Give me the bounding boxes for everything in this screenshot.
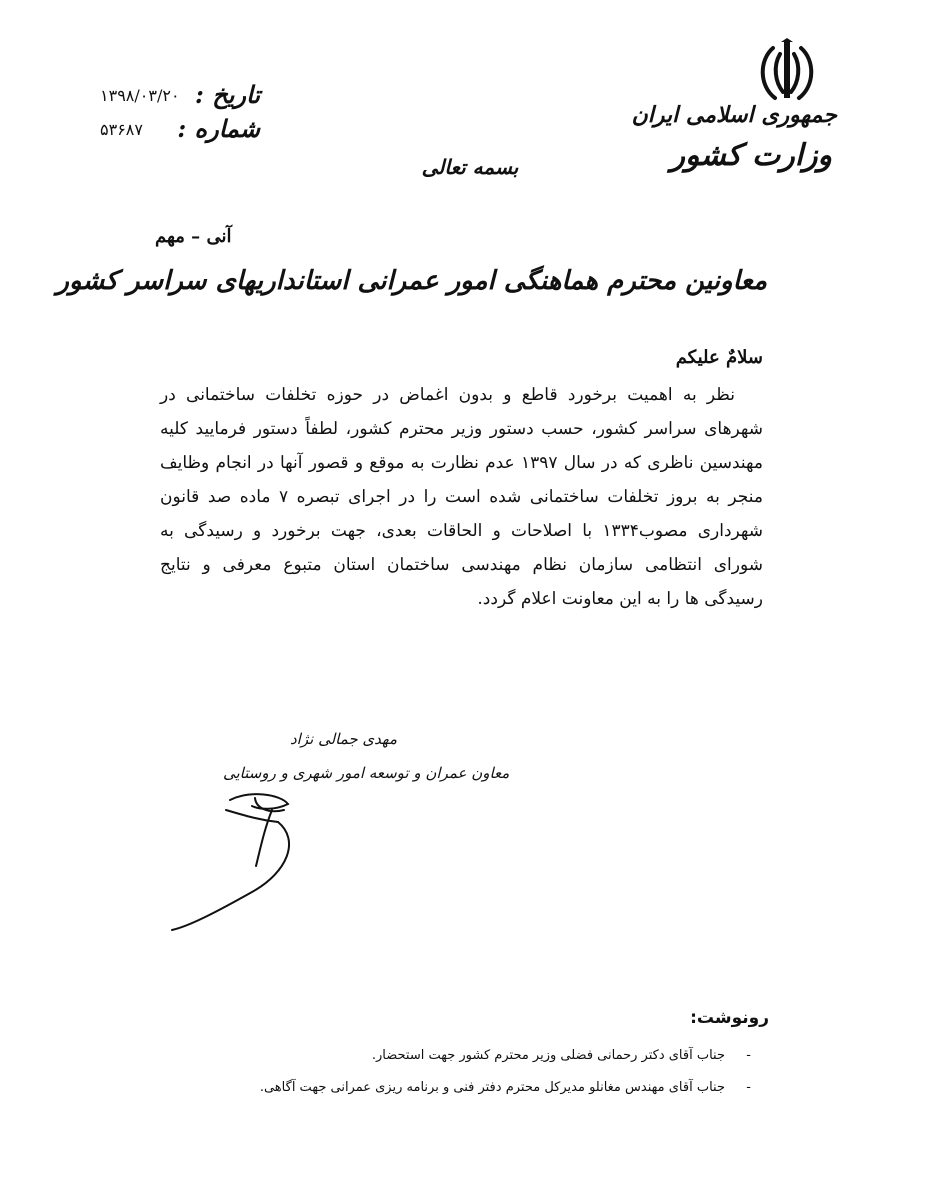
greeting: سلامٌ علیکم xyxy=(675,347,763,368)
letter-body xyxy=(160,378,763,616)
country-name: جمهوری اسلامی ایران xyxy=(631,102,837,128)
signatory-name: مهدی جمالی نژاد xyxy=(290,730,397,748)
handwritten-signature xyxy=(160,780,340,940)
recipient-line: معاونین محترم هماهنگی امور عمرانی استانداریهای سراسر کشور xyxy=(56,266,767,296)
number-row xyxy=(100,114,260,144)
iran-emblem-icon xyxy=(755,38,819,108)
date-value: ۱۳۹۸/۰۳/۲۰ xyxy=(100,86,180,105)
date-row xyxy=(100,80,260,110)
signatory-title: معاون عمران و توسعه امور شهری و روستایی xyxy=(223,764,510,782)
number-value: ۵۳۶۸۷ xyxy=(100,120,143,139)
cc-title: رونوشت: xyxy=(690,1008,769,1028)
invocation: بسمه تعالی xyxy=(421,155,519,179)
date-label: تاریخ : xyxy=(195,80,260,109)
number-label: شماره : xyxy=(177,114,260,143)
cc-item: - جناب آقای مهندس مغانلو مدیرکل محترم دفتر فنی و برنامه ریزی عمرانی جهت آگاهی. xyxy=(187,1072,747,1104)
ministry-name: وزارت کشور xyxy=(670,138,832,173)
letter-body-paragraph: نظر به اهمیت برخورد قاطع و بدون اغماض در حوزه تخلفات ساختمانی در شهرهای سراسر کشور، حسب دستور وزیر محترم کشور، لطفاً دستور فرمایید کلیه مهندسین ناظری که در سال ۱۳۹۷ عدم نظارت به موقع و قصور آنها در انجام وظایف منجر به بروز تخلفات ساختمانی شده است را در اجرای تبصره ۷ ماده صد قانون شهرداری مصوب۱۳۳۴ با اصلاحات و الحاقات بعدی، جهت برخورد و رسیدگی به شورای انتظامی سازمان نظام مهندسی ساختمان استان متبوع معرفی و نتایج رسیدگی ها را به این معاونت اعلام گردد. xyxy=(160,385,763,609)
urgency-label: آنی – مهم xyxy=(155,226,232,247)
cc-list xyxy=(187,1040,747,1104)
cc-item: - جناب آقای دکتر رحمانی فضلی وزیر محترم کشور جهت استحضار. xyxy=(187,1040,747,1072)
